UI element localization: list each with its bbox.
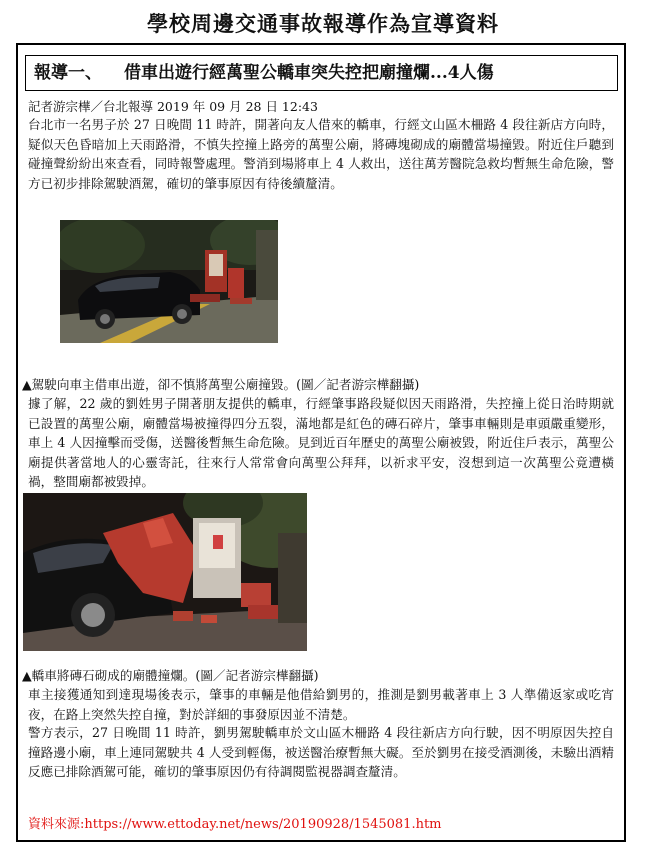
paragraph-1: 台北市一名男子於 27 日晚間 11 時許，開著向友人借來的轎車，行經文山區木柵路 4 段往新店方向時，疑似天色昏暗加上天雨路滑，不慎失控撞上路旁的萬聖公廟，將磚塊砌成的廟體當場撞毀。附近住戶聽到碰撞聲紛紛出來查看，同時報警處理。警消到場將車上 4 人救出，送往萬芳醫院急救均暫無生命危險，警方已初步排除駕駛酒駕，確切的肇事原因有待後續釐清。 xyxy=(28,117,614,191)
photo-1-caption: ▲駕駛向車主借車出遊，卻不慎將萬聖公廟撞毀。(圖／記者游宗樺翻攝) xyxy=(22,377,420,392)
paragraph-3: 車主接獲通知到達現場後表示，肇事的車輛是他借給劉男的，推測是劉男載著車上 3 人準備返家或吃宵夜，在路上突然失控自撞，對於詳細的事發原因並不清楚。 xyxy=(28,687,614,722)
headline-text: 借車出遊行經萬聖公轎車突失控把廟撞爛...4人傷 xyxy=(124,63,494,83)
paragraph-4: 警方表示，27 日晚間 11 時許，劉男駕駛轎車於文山區木柵路 4 段往新店方向行駛，因不明原因失控自撞路邊小廟，車上連同駕駛共 4 人受到輕傷，被送醫治療暫無大礙。至於劉男在接受酒測後，未驗出酒精反應已排除酒駕可能，確切的肇事原因仍有待調閱監視器調查釐清。 xyxy=(28,725,614,780)
accident-photo-2 xyxy=(23,493,307,651)
accident-photo-1 xyxy=(60,220,278,343)
article-frame xyxy=(16,43,626,842)
photo-2-caption: ▲轎車將磚石砌成的廟體撞爛。(圖／記者游宗樺翻攝) xyxy=(22,668,319,683)
headline-label: 報導一、 xyxy=(34,63,102,83)
page-title: 學校周邊交通事故報導作為宣導資料 xyxy=(147,11,499,36)
byline: 記者游宗樺／台北報導 2019 年 09 月 28 日 12:43 xyxy=(28,99,318,114)
source-link[interactable]: 資料來源:https://www.ettoday.net/news/20190928/1545081.htm xyxy=(28,817,442,832)
paragraph-2: 據了解，22 歲的劉姓男子開著朋友提供的轎車，行經肇事路段疑似因天雨路滑，失控撞上從日治時期就已設置的萬聖公廟，廟體當場被撞得四分五裂，滿地都是紅色的磚石碎片，肇事車輛則是車頭嚴重變形，車上 4 人因撞擊而受傷，送醫後暫無生命危險。見到近百年歷史的萬聖公廟被毀，附近住戶表示，萬聖公廟提供著當地人的心靈寄託，往來行人常常會向萬聖公拜拜，以祈求平安，沒想到這一次萬聖公竟遭橫禍，整間廟都被毀掉。 xyxy=(28,396,614,490)
headline-box xyxy=(25,55,618,91)
